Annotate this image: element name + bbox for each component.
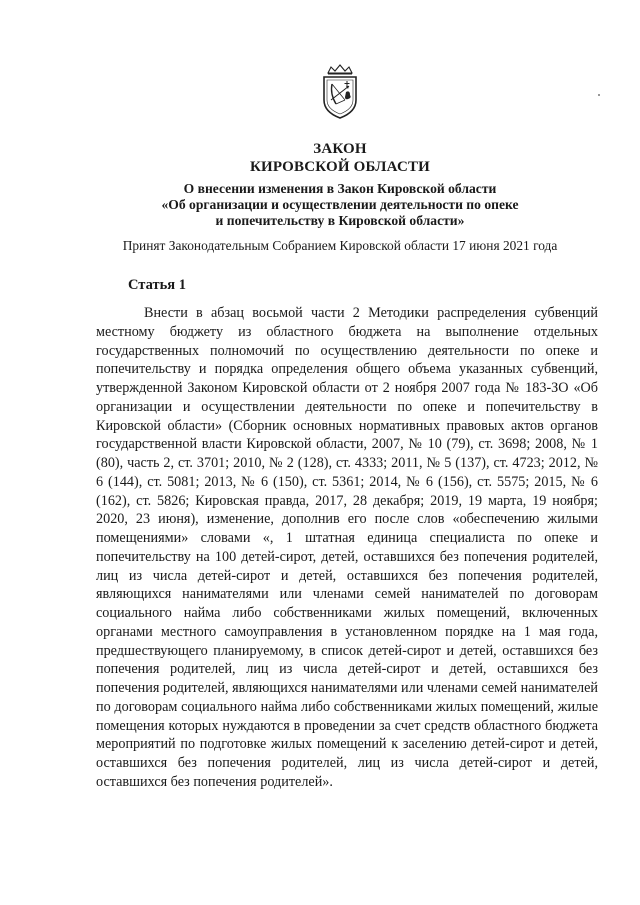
law-word: ЗАКОН (313, 141, 367, 157)
scan-speck (598, 94, 600, 96)
region-name: КИРОВСКОЙ ОБЛАСТИ (249, 159, 431, 175)
subject-line-2: «Об организации и осуществлении деятельности по опеке (161, 197, 519, 212)
adoption-note: Принят Законодательным Собранием Кировской области 17 июня 2021 года (122, 238, 558, 253)
subject-line-1: О внесении изменения в Закон Кировской области (183, 181, 497, 196)
law-subject (100, 181, 580, 229)
law-title (100, 140, 580, 176)
kirov-coat-of-arms-icon (318, 64, 362, 120)
subject-line-3: и попечительству в Кировской области» (215, 213, 465, 228)
article-body: Внести в абзац восьмой части 2 Методики распределения субвенций местному бюджету из областного бюджета на выполнение отдельных государственных полномочий по осуществлению деятельности по опеке и попечительству и порядка определения общего объема указанных субвенций, утвержденной Законом Кировской области от 2 ноября 2007 года № 183-ЗО «Об организации и осуществлении деятельности по опеке и попечительству в Кировской области» (Сборник основных нормативных правовых актов органов государственной власти Кировской области, 2007, № 10 (79), ст. 3698; 2008, № 1 (80), часть 2, ст. 3701; 2010, № 2 (128), ст. 4333; 2011, № 5 (137), ст. 4723; 2012, № 6 (144), ст. 5081; 2013, № 6 (150), ст. 5361; 2014, № 6 (156), ст. 5575; 2015, № 6 (162), ст. 5826; Кировская правда, 2017, 28 декабря; 2019, 19 марта, 19 ноября; 2020, 23 июня), изменение, дополнив его после слов «обеспечению жилыми помещениями» словами «, 1 штатная единица специалиста по опеке и попечительству на 100 детей-сирот, детей, оставшихся без попечения родителей, лиц из числа детей-сирот и детей, оставшихся без попечения родителей, являющихся нанимателями или членами семей нанимателей по договорам социального найма либо собственниками жилых помещений, включенных органами местного самоуправления в установленном порядке на 1 мая года, предшествующего планируемому, в список детей-сирот и детей, оставшихся без попечения родителей, лиц из числа детей-сирот и детей, оставшихся без попечения родителей, являющихся нанимателями или членами семей нанимателей по договорам социального найма либо собственниками жилых помещений, жилые помещения которых нуждаются в проведении за счет средств областного бюджета мероприятий по подготовке жилых помещений к заселению детей-сирот и детей, оставшихся без попечения родителей, лиц из числа детей-сирот и детей, оставшихся без попечения родителей». (96, 305, 598, 790)
article-heading: Статья 1 (128, 277, 186, 293)
